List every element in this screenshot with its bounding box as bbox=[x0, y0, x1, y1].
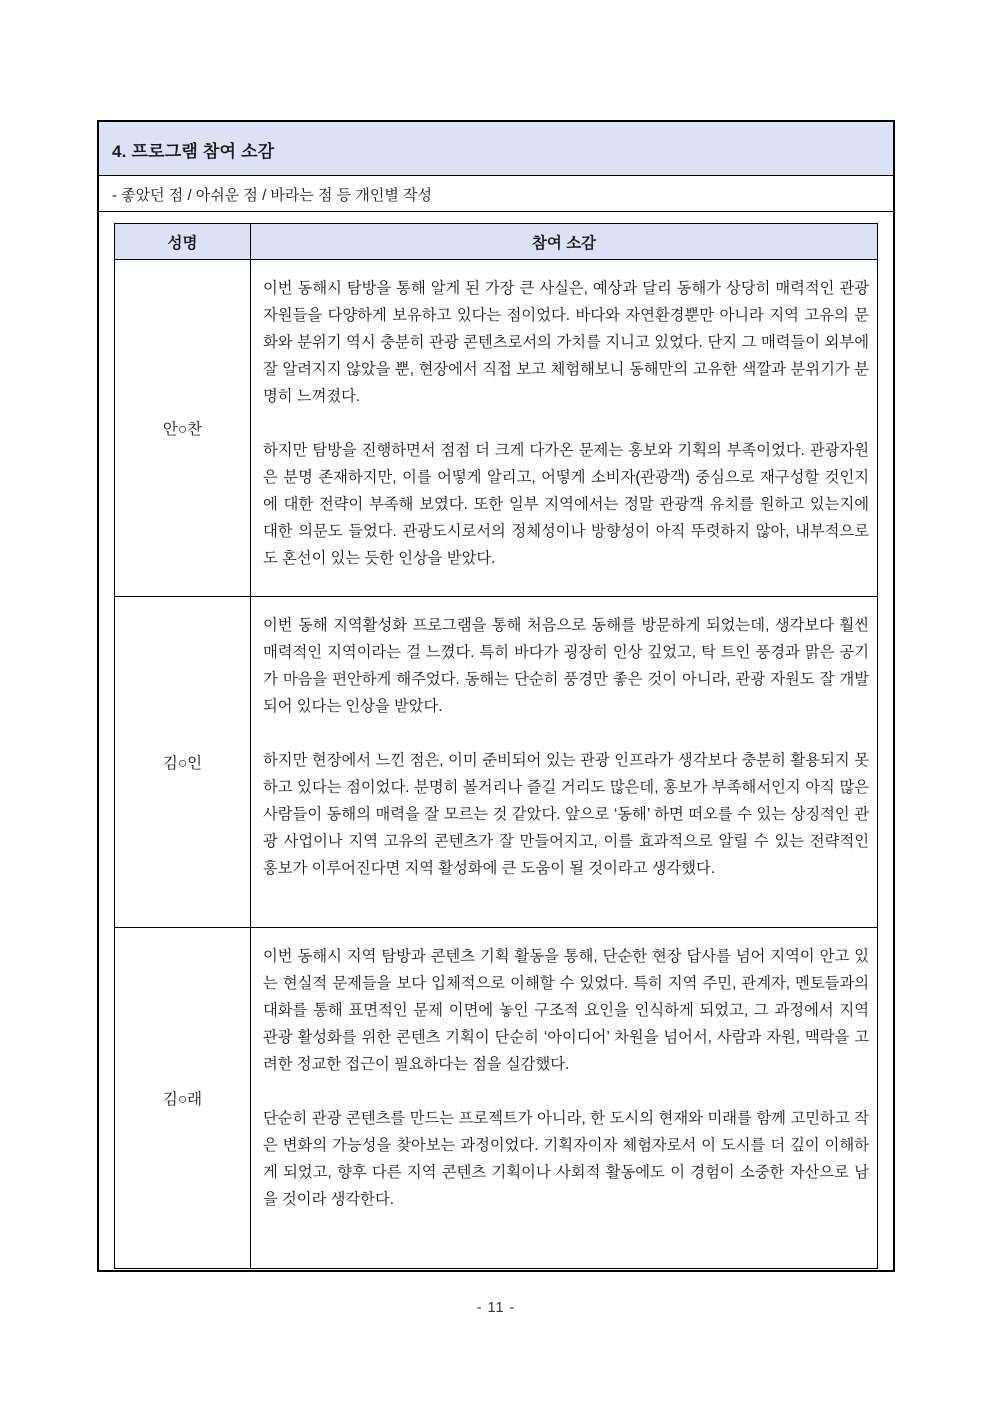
column-header-impressions: 참여 소감 bbox=[251, 224, 878, 260]
section-title bbox=[99, 122, 893, 176]
participant-name: 김○인 bbox=[115, 597, 251, 928]
participant-name: 안○찬 bbox=[115, 260, 251, 597]
impression-cell bbox=[251, 597, 878, 928]
impression-cell bbox=[251, 928, 878, 1269]
section-subtitle-text: - 좋았던 점 / 아쉬운 점 / 바라는 점 등 개인별 작성 bbox=[112, 187, 432, 204]
column-header-name: 성명 bbox=[115, 224, 251, 260]
impression-paragraph: 이번 동해 지역활성화 프로그램을 통해 처음으로 동해를 방문하게 되었는데, 생각보다 훨씬 매력적인 지역이라는 걸 느꼈다. 특히 바다가 굉장히 인상 깊었고, 탁 트인 풍경과 맑은 공기가 마음을 편안하게 해주었다. 동해는 단순히 풍경만 좋은 것이 아니라, 관광 자원도 잘 개발되어 있다는 인상을 받았다. bbox=[263, 617, 869, 715]
table-row bbox=[115, 597, 878, 928]
impression-paragraph: 이번 동해시 지역 탐방과 콘텐츠 기획 활동을 통해, 단순한 현장 답사를 넘어 지역이 안고 있는 현실적 문제들을 보다 입체적으로 이해할 수 있었다. 특히 지역 주민, 관계자, 멘토들과의 대화를 통해 표면적인 문제 이면에 놓인 구조적 요인을 인식하게 되었고, 그 과정에서 지역 관광 활성화를 위한 콘텐츠 기획이 단순히 ‘아이디어’ 차원을 넘어서, 사람과 자원, 맥락을 고려한 정교한 접근이 필요하다는 점을 실감했다. bbox=[263, 948, 869, 1073]
participant-name: 김○래 bbox=[115, 928, 251, 1269]
feedback-table bbox=[114, 223, 878, 1269]
page-number: - 11 - bbox=[476, 1300, 516, 1316]
impression-paragraph: 단순히 관광 콘텐츠를 만드는 프로젝트가 아니라, 한 도시의 현재와 미래를 함께 고민하고 작은 변화의 가능성을 찾아보는 과정이었다. 기획자이자 체험자로서 이 도시를 더 깊이 이해하게 되었고, 향후 다른 지역 콘텐츠 기획이나 사회적 활동에도 이 경험이 소중한 자산으로 남을 것이라 생각한다. bbox=[263, 1110, 869, 1208]
impression-paragraph: 하지만 탐방을 진행하면서 점점 더 크게 다가온 문제는 홍보와 기획의 부족이었다. 관광자원은 분명 존재하지만, 이를 어떻게 알리고, 어떻게 소비자(관광객) 중심으로 재구성할 것인지에 대한 전략이 부족해 보였다. 또한 일부 지역에서는 정말 관광객 유치를 원하고 있는지에 대한 의문도 들었다. 관광도시로서의 정체성이나 방향성이 아직 뚜렷하지 않아, 내부적으로도 혼선이 있는 듯한 인상을 받았다. bbox=[263, 442, 869, 567]
table-row bbox=[115, 928, 878, 1269]
impression-paragraph: 하지만 현장에서 느낀 점은, 이미 준비되어 있는 관광 인프라가 생각보다 충분히 활용되지 못하고 있다는 점이었다. 분명히 볼거리나 즐길 거리도 많은데, 홍보가 부족해서인지 아직 많은 사람들이 동해의 매력을 잘 모르는 것 같았다. 앞으로 ‘동해’ 하면 떠오를 수 있는 상징적인 관광 사업이나 지역 고유의 콘텐츠가 잘 만들어지고, 이를 효과적으로 알릴 수 있는 전략적인 홍보가 이루어진다면 지역 활성화에 큰 도움이 될 것이라고 생각했다. bbox=[263, 752, 869, 877]
report-section-container bbox=[97, 120, 895, 1272]
impression-cell bbox=[251, 260, 878, 597]
section-title-text: 4. 프로그램 참여 소감 bbox=[112, 142, 275, 161]
table-header-row bbox=[115, 224, 878, 260]
feedback-table-wrapper bbox=[99, 212, 893, 1269]
impression-paragraph: 이번 동해시 탐방을 통해 알게 된 가장 큰 사실은, 예상과 달리 동해가 상당히 매력적인 관광 자원들을 다양하게 보유하고 있다는 점이었다. 바다와 자연환경뿐만 아니라 지역 고유의 문화와 분위기 역시 충분히 관광 콘텐츠로서의 가치를 지니고 있었다. 단지 그 매력들이 외부에 잘 알려지지 않았을 뿐, 현장에서 직접 보고 체험해보니 동해만의 고유한 색깔과 분위기가 분명히 느껴졌다. bbox=[263, 280, 869, 405]
section-subtitle bbox=[99, 176, 893, 212]
table-row bbox=[115, 260, 878, 597]
